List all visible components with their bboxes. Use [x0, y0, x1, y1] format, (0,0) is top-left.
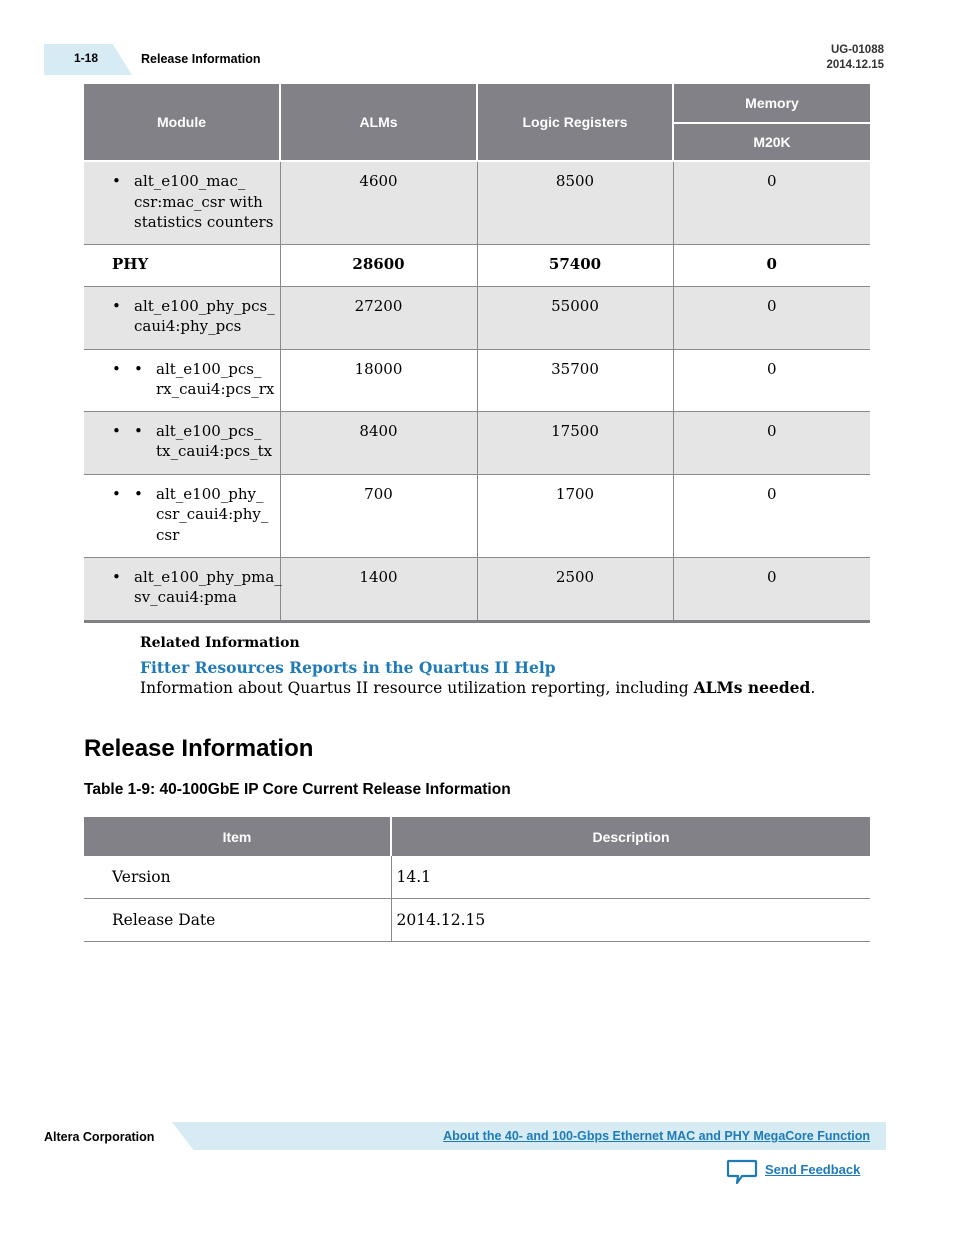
- send-feedback-link[interactable]: Send Feedback: [765, 1162, 861, 1177]
- bullet-icon: •: [112, 421, 121, 440]
- alms-cell: 8400: [280, 411, 477, 474]
- description-cell: 14.1: [391, 856, 870, 899]
- col-header-description: Description: [391, 817, 870, 856]
- table-row: [84, 411, 870, 474]
- col-header-module: Module: [84, 84, 280, 161]
- bullet-icon: •: [112, 296, 121, 315]
- alms-cell: 27200: [280, 286, 477, 349]
- doc-id: UG-01088: [830, 44, 884, 56]
- m20k-cell: 0: [673, 244, 870, 286]
- module-cell: • • alt_e100_phy_ csr_caui4:phy_ csr: [84, 474, 280, 557]
- bullet-icon: •: [112, 567, 121, 586]
- m20k-cell: 0: [673, 557, 870, 621]
- related-information-label: Related Information: [140, 635, 300, 651]
- module-cell: • • alt_e100_pcs_ tx_caui4:pcs_tx: [84, 411, 280, 474]
- col-header-m20k: M20K: [673, 123, 870, 161]
- m20k-cell: 0: [673, 411, 870, 474]
- fitter-resources-link[interactable]: Fitter Resources Reports in the Quartus II Help: [140, 658, 556, 677]
- footer-doc-title-link[interactable]: About the 40- and 100-Gbps Ethernet MAC and PHY MegaCore Function: [443, 1129, 870, 1143]
- registers-cell: 17500: [477, 411, 673, 474]
- section-title: Release Information: [84, 735, 314, 762]
- alms-cell: 4600: [280, 161, 477, 244]
- doc-identifier: [826, 43, 884, 73]
- table-row: [84, 244, 870, 286]
- bullet-icon: •: [112, 172, 121, 190]
- registers-cell: 35700: [477, 349, 673, 411]
- alms-cell: 1400: [280, 557, 477, 621]
- table-row: [84, 286, 870, 349]
- bullet-icon: •: [112, 484, 121, 503]
- col-header-memory: Memory: [673, 84, 870, 123]
- module-cell: • alt_e100_phy_pma_ sv_caui4:pma: [84, 557, 280, 621]
- release-table: [84, 817, 870, 942]
- alms-cell: 700: [280, 474, 477, 557]
- col-header-item: Item: [84, 817, 391, 856]
- table-row: [84, 899, 870, 942]
- col-header-alms: ALMs: [280, 84, 477, 161]
- table-row: [84, 557, 870, 621]
- resource-table: [84, 84, 870, 623]
- registers-cell: 57400: [477, 244, 673, 286]
- page-number: 1-18: [74, 51, 99, 65]
- table-row: [84, 856, 870, 899]
- table-caption: Table 1-9: 40-100GbE IP Core Current Release Information: [84, 781, 511, 798]
- related-description: Information about Quartus II resource utilization reporting, including ALMs needed.: [140, 678, 816, 697]
- m20k-cell: 0: [673, 286, 870, 349]
- description-cell: 2014.12.15: [391, 899, 870, 942]
- module-cell: • alt_e100_mac_ csr:mac_csr with statistics counters: [84, 161, 280, 244]
- registers-cell: 2500: [477, 557, 673, 621]
- bullet-icon: •: [112, 359, 121, 378]
- running-header-section: Release Information: [141, 52, 261, 66]
- bullet-icon: •: [134, 421, 143, 440]
- bullet-icon: •: [134, 359, 143, 378]
- table-row: [84, 161, 870, 244]
- module-cell: • alt_e100_phy_pcs_ caui4:phy_pcs: [84, 286, 280, 349]
- m20k-cell: 0: [673, 349, 870, 411]
- registers-cell: 55000: [477, 286, 673, 349]
- registers-cell: 8500: [477, 161, 673, 244]
- alms-cell: 18000: [280, 349, 477, 411]
- module-cell: PHY: [84, 244, 280, 286]
- bullet-icon: •: [134, 484, 143, 503]
- alms-cell: 28600: [280, 244, 477, 286]
- col-header-logic-registers: Logic Registers: [477, 84, 673, 161]
- m20k-cell: 0: [673, 474, 870, 557]
- doc-date: 2014.12.15: [826, 59, 884, 71]
- speech-bubble-icon[interactable]: [726, 1158, 758, 1186]
- m20k-cell: 0: [673, 161, 870, 244]
- item-cell: Release Date: [84, 899, 391, 942]
- footer-company: Altera Corporation: [44, 1130, 155, 1144]
- module-cell: • • alt_e100_pcs_ rx_caui4:pcs_rx: [84, 349, 280, 411]
- item-cell: Version: [84, 856, 391, 899]
- table-row: [84, 474, 870, 557]
- table-row: [84, 349, 870, 411]
- registers-cell: 1700: [477, 474, 673, 557]
